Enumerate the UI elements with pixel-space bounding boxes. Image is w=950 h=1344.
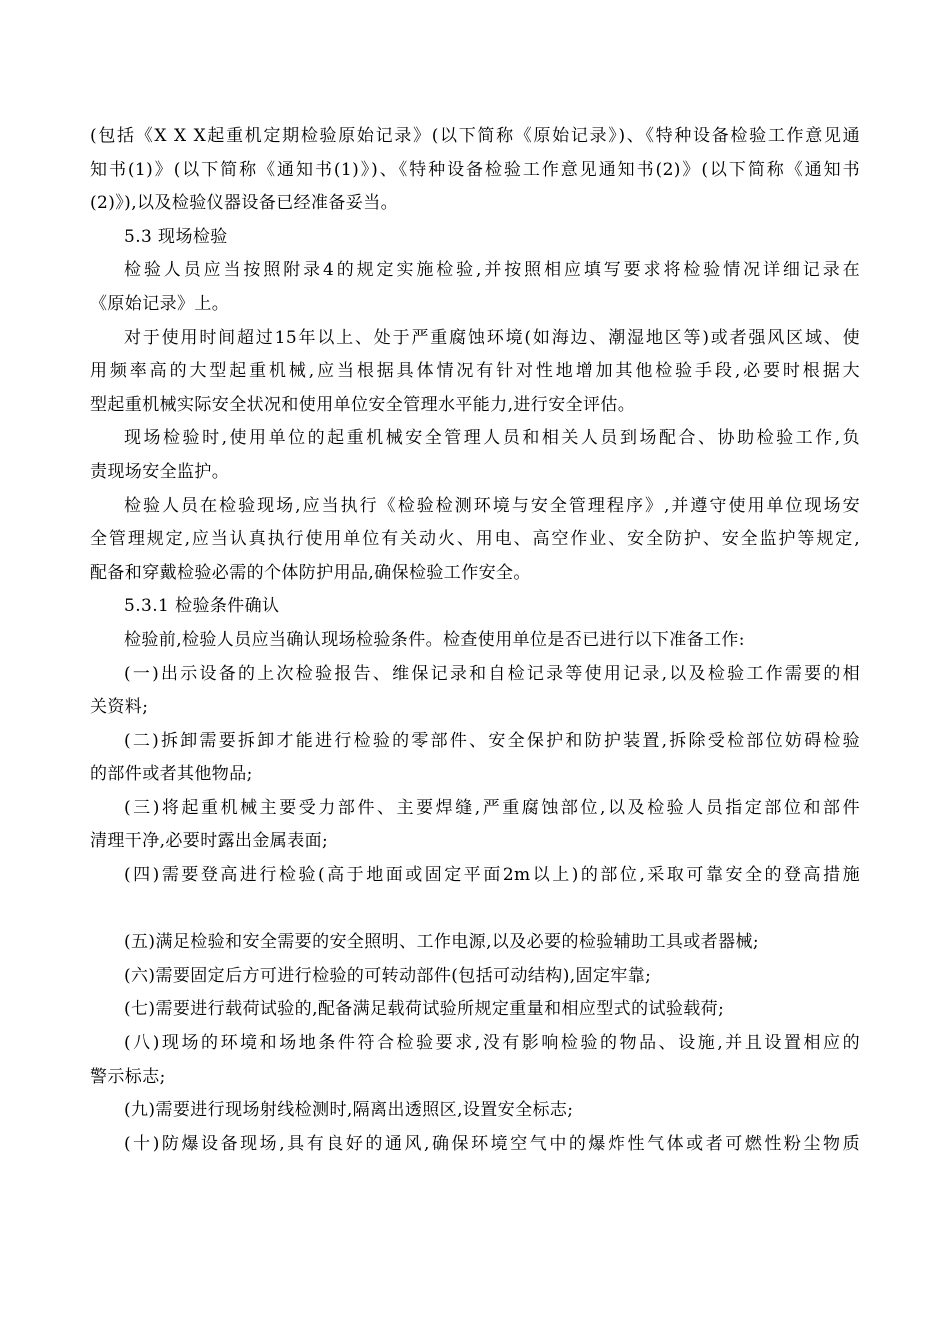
text-line: 现场检验时,使用单位的起重机械安全管理人员和相关人员到场配合、协助检验工作,负 [124, 428, 860, 449]
list-item: (一)出示设备的上次检验报告、维保记录和自检记录等使用记录,以及检验工作需要的相 [124, 663, 860, 684]
list-item: (七)需要进行载荷试验的,配备满足载荷试验所规定重量和相应型式的试验载荷; [124, 999, 725, 1020]
list-item: (六)需要固定后方可进行检验的可转动部件(包括可动结构),固定牢靠; [124, 965, 652, 986]
text-line: 配备和穿戴检验必需的个体防护用品,确保检验工作安全。 [90, 562, 531, 583]
list-item: (九)需要进行现场射线检测时,隔离出透照区,设置安全标志; [124, 1100, 574, 1121]
document-page [90, 120, 860, 1161]
text-line: (2)》),以及检验仪器设备已经准备妥当。 [90, 193, 399, 214]
text-line: (包括《X X X起重机定期检验原始记录》(以下简称《原始记录》)、《特种设备检验工作意见通 [90, 126, 860, 146]
text-line: 关资料; [90, 697, 149, 718]
text-line: 型起重机械实际安全状况和使用单位安全管理水平能力,进行安全评估。 [90, 394, 636, 415]
text-line: 检验前,检验人员应当确认现场检验条件。检查使用单位是否已进行以下准备工作: [124, 629, 745, 650]
text-line: 用频率高的大型起重机械,应当根据具体情况有针对性地增加其他检验手段,必要时根据大 [90, 361, 860, 382]
text-line: 《原始记录》上。 [90, 293, 230, 314]
text-line: 知书(1)》(以下简称《通知书(1)》)、《特种设备检验工作意见通知书(2)》(以下简称《通知书 [90, 159, 860, 180]
section-heading: 5.3 现场检验 [124, 226, 228, 247]
text-line: 责现场安全监护。 [90, 461, 230, 482]
text-line: 警示标志; [90, 1066, 166, 1087]
text-line: 的部件或者其他物品; [90, 764, 253, 785]
section-heading: 5.3.1 检验条件确认 [124, 596, 280, 617]
list-item: (五)满足检验和安全需要的安全照明、工作电源,以及必要的检验辅助工具或者器械; [124, 932, 759, 953]
list-item: (十)防爆设备现场,具有良好的通风,确保环境空气中的爆炸性气体或者可燃性粉尘物质 [124, 1133, 860, 1154]
text-line: 检验人员应当按照附录4的规定实施检验,并按照相应填写要求将检验情况详细记录在 [124, 260, 860, 281]
list-item: (八)现场的环境和场地条件符合检验要求,没有影响检验的物品、设施,并且设置相应的 [124, 1033, 860, 1054]
list-item: (二)拆卸需要拆卸才能进行检验的零部件、安全保护和防护装置,拆除受检部位妨碍检验 [124, 730, 860, 751]
list-item: (四)需要登高进行检验(高于地面或固定平面2m以上)的部位,采取可靠安全的登高措施 [124, 865, 860, 886]
text-line: 全管理规定,应当认真执行使用单位有关动火、用电、高空作业、安全防护、安全监护等规定, [90, 529, 860, 550]
text-line: 检验人员在检验现场,应当执行《检验检测环境与安全管理程序》,并遵守使用单位现场安 [124, 495, 860, 516]
list-item: (三)将起重机械主要受力部件、主要焊缝,严重腐蚀部位,以及检验人员指定部位和部件 [124, 797, 860, 818]
text-line: 清理干净,必要时露出金属表面; [90, 831, 329, 852]
text-line: 对于使用时间超过15年以上、处于严重腐蚀环境(如海边、潮湿地区等)或者强风区域、使 [124, 327, 860, 348]
blank-line [90, 893, 860, 927]
